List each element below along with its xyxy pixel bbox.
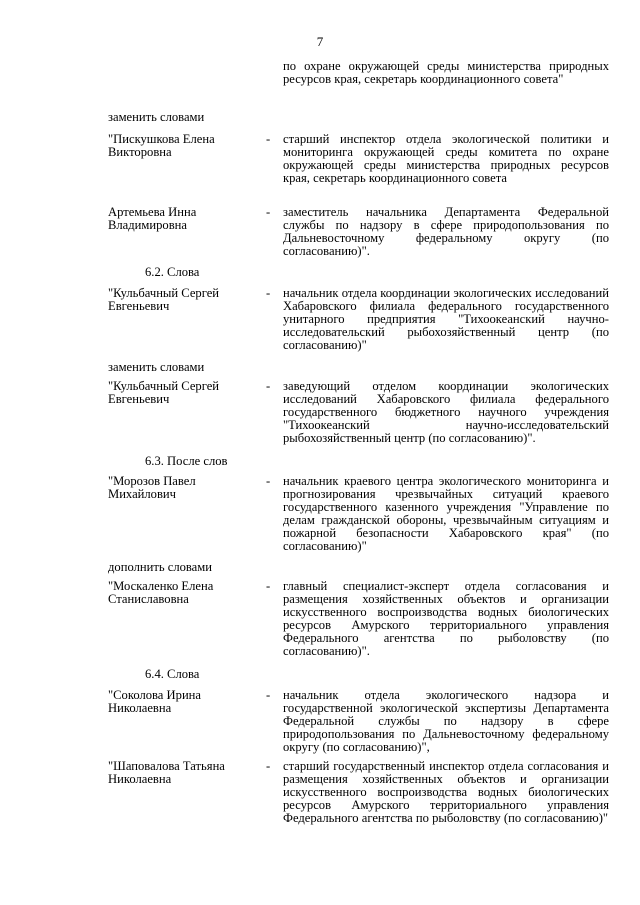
person-name: "Кульбачный Сергей Евгеньевич [108,379,220,406]
position-description: заведующий отделом координации экологических исследований Хабаровского филиала федерального государственного бюджетного научного учреждения "Тихоокеанский научно-исследовательский рыбохозяйственный центр (по согласованию)". [283,379,609,445]
replace-phrase: заменить словами [108,360,205,374]
position-description: начальник отдела координации экологических исследований Хабаровского филиала федерального государственного унитарного предприятия "Тихоокеанский научно-исследовательский рыбохозяйственный центр (по согласованию)" [283,286,609,352]
position-description: заместитель начальника Департамента Федеральной службы по надзору в сфере природопользования по Дальневосточному федеральному округу (по согласованию)". [283,205,609,258]
position-description: старший инспектор отдела экологической политики и мониторинга окружающей среды комитета по охране окружающей среды министерства природных ресурсов края, секретарь координационного совета [283,132,609,185]
person-name: "Шаповалова Татьяна Николаевна [108,759,225,786]
replace-phrase: заменить словами [108,110,205,124]
dash: - [266,205,271,219]
dash: - [266,132,271,146]
person-name: Артемьева Инна Владимировна [108,205,197,232]
add-phrase: дополнить словами [108,560,212,574]
position-description: старший государственный инспектор отдела согласования и размещения хозяйственных объектов и организации искусственного воспроизводства водных биологических ресурсов Амурского территориального управления Федерального агентства по рыболовству (по согласованию)" [283,759,609,825]
person-name: "Пискушкова Елена Викторовна [108,132,215,159]
continuation-text: по охране окружающей среды министерства природных ресурсов края, секретарь координационного совета" [283,59,609,86]
dash: - [266,759,271,773]
page-number: 7 [316,34,324,49]
dash: - [266,379,271,393]
section-heading: 6.3. После слов [145,454,228,468]
person-name: "Москаленко Елена Станиславовна [108,579,214,606]
section-heading: 6.4. Слова [145,667,200,681]
person-name: "Кульбачный Сергей Евгеньевич [108,286,220,313]
section-heading: 6.2. Слова [145,265,200,279]
position-description: начальник краевого центра экологического мониторинга и прогнозирования чрезвычайных ситуаций краевого государственного казенного учреждения "Управление по делам гражданской обороны, чрезвычайным ситуациям и пожарной безопасности Хабаровского края" (по согласованию)" [283,474,609,553]
position-description: главный специалист-эксперт отдела согласования и размещения хозяйственных объектов и организации искусственного воспроизводства водных биологических ресурсов Амурского территориального управления Федерального агентства по рыболовству (по согласованию)". [283,579,609,658]
dash: - [266,688,271,702]
person-name: "Морозов Павел Михайлович [108,474,196,501]
person-name: "Соколова Ирина Николаевна [108,688,202,715]
dash: - [266,579,271,593]
dash: - [266,286,271,300]
position-description: начальник отдела экологического надзора и государственной экологической экспертизы Департамента Федеральной службы по надзору в сфере природопользования по Дальневосточному федеральному округу (по согласованию)", [283,688,609,754]
dash: - [266,474,271,488]
